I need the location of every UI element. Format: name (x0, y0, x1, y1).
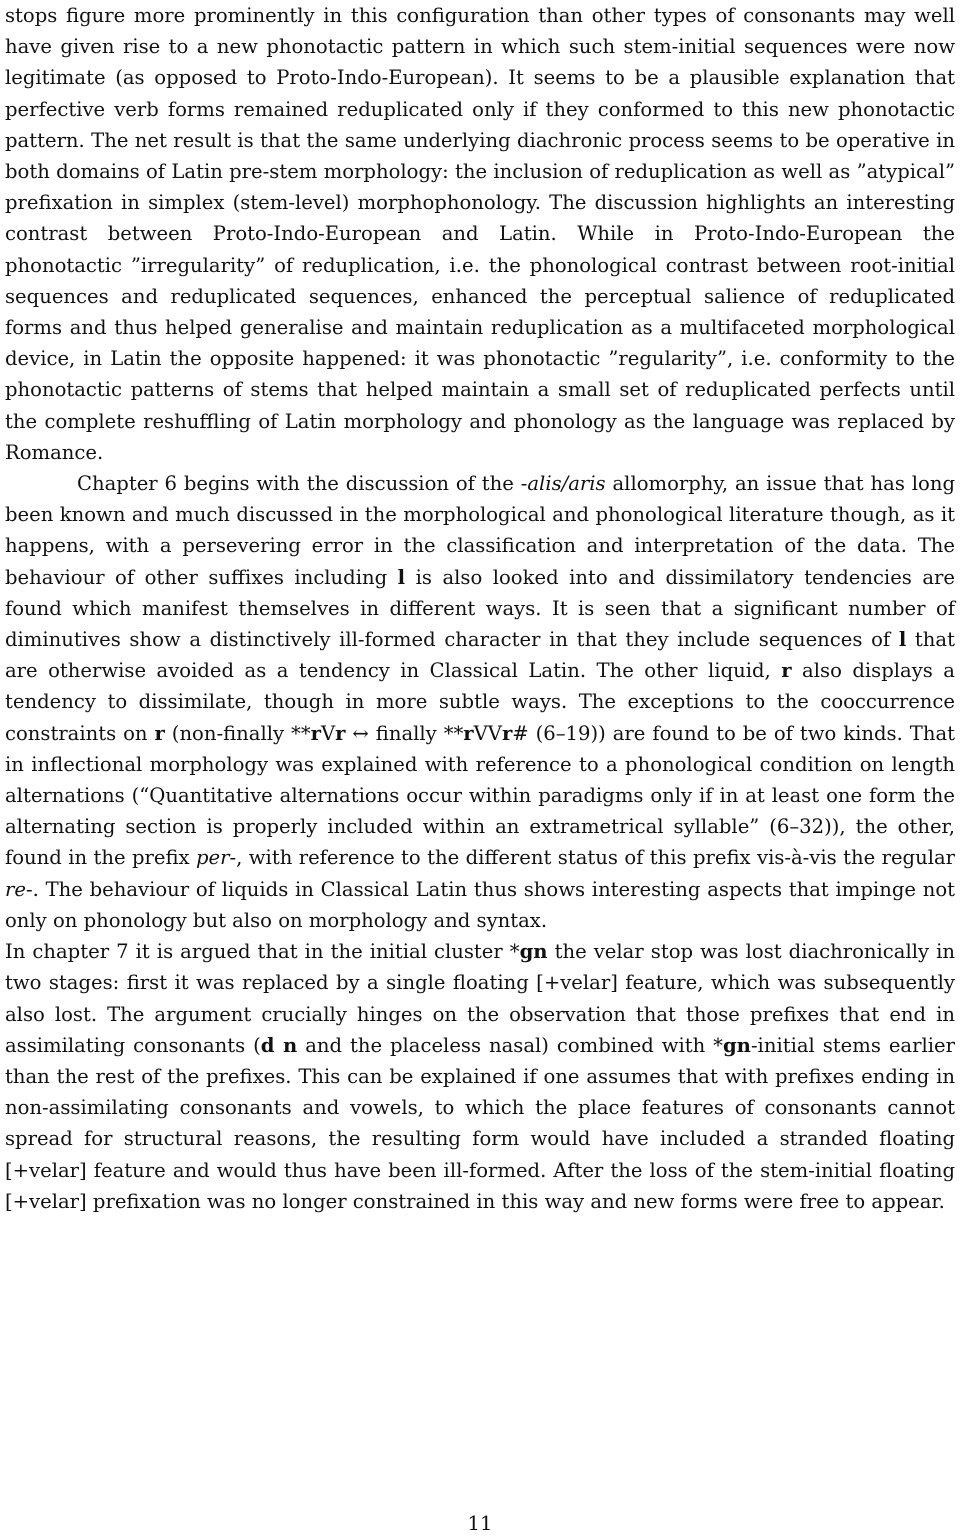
text-run: and the placeless nasal) combined with * (297, 1033, 723, 1057)
text-run: In chapter 7 it is argued that in the initial cluster * (5, 940, 520, 964)
italic-term: per- (196, 846, 237, 870)
paragraph-chapter-7 (5, 936, 955, 1217)
text-run: VV (473, 721, 502, 745)
bold-segment: r (335, 721, 346, 745)
bold-segment: r (781, 659, 792, 683)
bold-segment: gn (519, 940, 548, 964)
italic-term: -alis/aris (520, 472, 606, 496)
paragraph-reduplication-summary (5, 0, 955, 468)
text-run: allomorphy, an issue that has long been known and much discussed in the morphological and phonological literature though, as it happens, with a persevering error in the classification and interpretation of the data. The behaviour of other suffixes including (5, 472, 955, 589)
text-run: (non-finally ** (164, 721, 311, 745)
text-run: -initial stems earlier than the rest of the prefixes. This can be explained if one assumes that with prefixes ending in non-assimilating consonants and vowels, to which the place features of consonants cannot spread for structural reasons, the resulting form would have included a stranded floating [+velar] feature and would thus have been ill-formed. After the loss of the stem-initial floating [+velar] prefixation was no longer constrained in this way and new forms were free to appear. (5, 1033, 955, 1213)
text-run: is also looked into and dissimilatory tendencies are found which manifest themselves in different ways. It is seen that a significant number of diminutives show a distinctively ill-formed character in that they include sequences of (5, 565, 955, 652)
text-run: that are otherwise avoided as a tendency in Classical Latin. The other liquid, (5, 628, 955, 683)
bold-segment: r (310, 721, 321, 745)
page-body (5, 0, 955, 1217)
text-run: # (6–19)) are found to be of two kinds. That in inflectional morphology was explained with reference to a phonological condition on length alternations (“Quantitative alternations occur within paradigms only if in at least one form the alternating section is properly included within an extrametrical syllable” (6–32)), the other, found in the prefix (5, 721, 956, 870)
bold-segment: d n (260, 1033, 298, 1057)
bold-segment: r (501, 721, 513, 745)
text-run: . The behaviour of liquids in Classical Latin thus shows interesting aspects that impinge not only on phonology but also on morphology and syntax. (5, 877, 955, 932)
text-run: Chapter 6 begins with the discussion of the (77, 472, 521, 496)
paragraph-chapter-6 (5, 468, 955, 936)
bold-segment: r (154, 721, 165, 745)
italic-term: re- (5, 877, 33, 901)
text-run: , with reference to the different status of this prefix vis-à-vis the regular (236, 846, 956, 870)
text-run: the velar stop was lost diachronically in two stages: first it was replaced by a single floating [+velar] feature, which was subsequently also lost. The argument crucially hinges on the observation that those prefixes that end in assimilating consonants ( (5, 940, 955, 1057)
text-run: ↔ finally ** (345, 721, 464, 745)
bold-segment: l (397, 565, 406, 589)
text-run: stops figure more prominently in this configuration than other types of consonants may well have given rise to a new phonotactic pattern in which such stem-initial sequences were now legitimate (as opposed to Proto-Indo-European). It seems to be a plausible explanation that perfective verb forms remained reduplicated only if they conformed to this new phonotactic pattern. The net result is that the same underlying diachronic process seems to be operative in both domains of Latin pre-stem morphology: the inclusion of reduplication as well as ”atypical” prefixation in simplex (stem-level) morphophonology. The discussion highlights an interesting contrast between Proto-Indo-European and Latin. While in Proto-Indo-European the phonotactic ”irregularity” of reduplication, i.e. the phonological contrast between root-initial sequences and reduplicated sequences, enhanced the perceptual salience of reduplicated forms and thus helped generalise and maintain reduplication as a multifaceted morphological device, in Latin the opposite happened: it was phonotactic ”regularity”, i.e. conformity to the phonotactic patterns of stems that helped maintain a small set of reduplicated perfects until the complete reshuffling of Latin morphology and phonology as the language was replaced by Romance. (5, 4, 955, 464)
page-number: 11 (467, 1512, 493, 1535)
text-run: V (320, 721, 336, 745)
bold-segment: gn (722, 1033, 751, 1057)
bold-segment: l (898, 628, 907, 652)
text-run: also displays a tendency to dissimilate, though in more subtle ways. The exceptions to the cooccurrence constraints on (5, 659, 955, 745)
bold-segment: r (463, 721, 474, 745)
